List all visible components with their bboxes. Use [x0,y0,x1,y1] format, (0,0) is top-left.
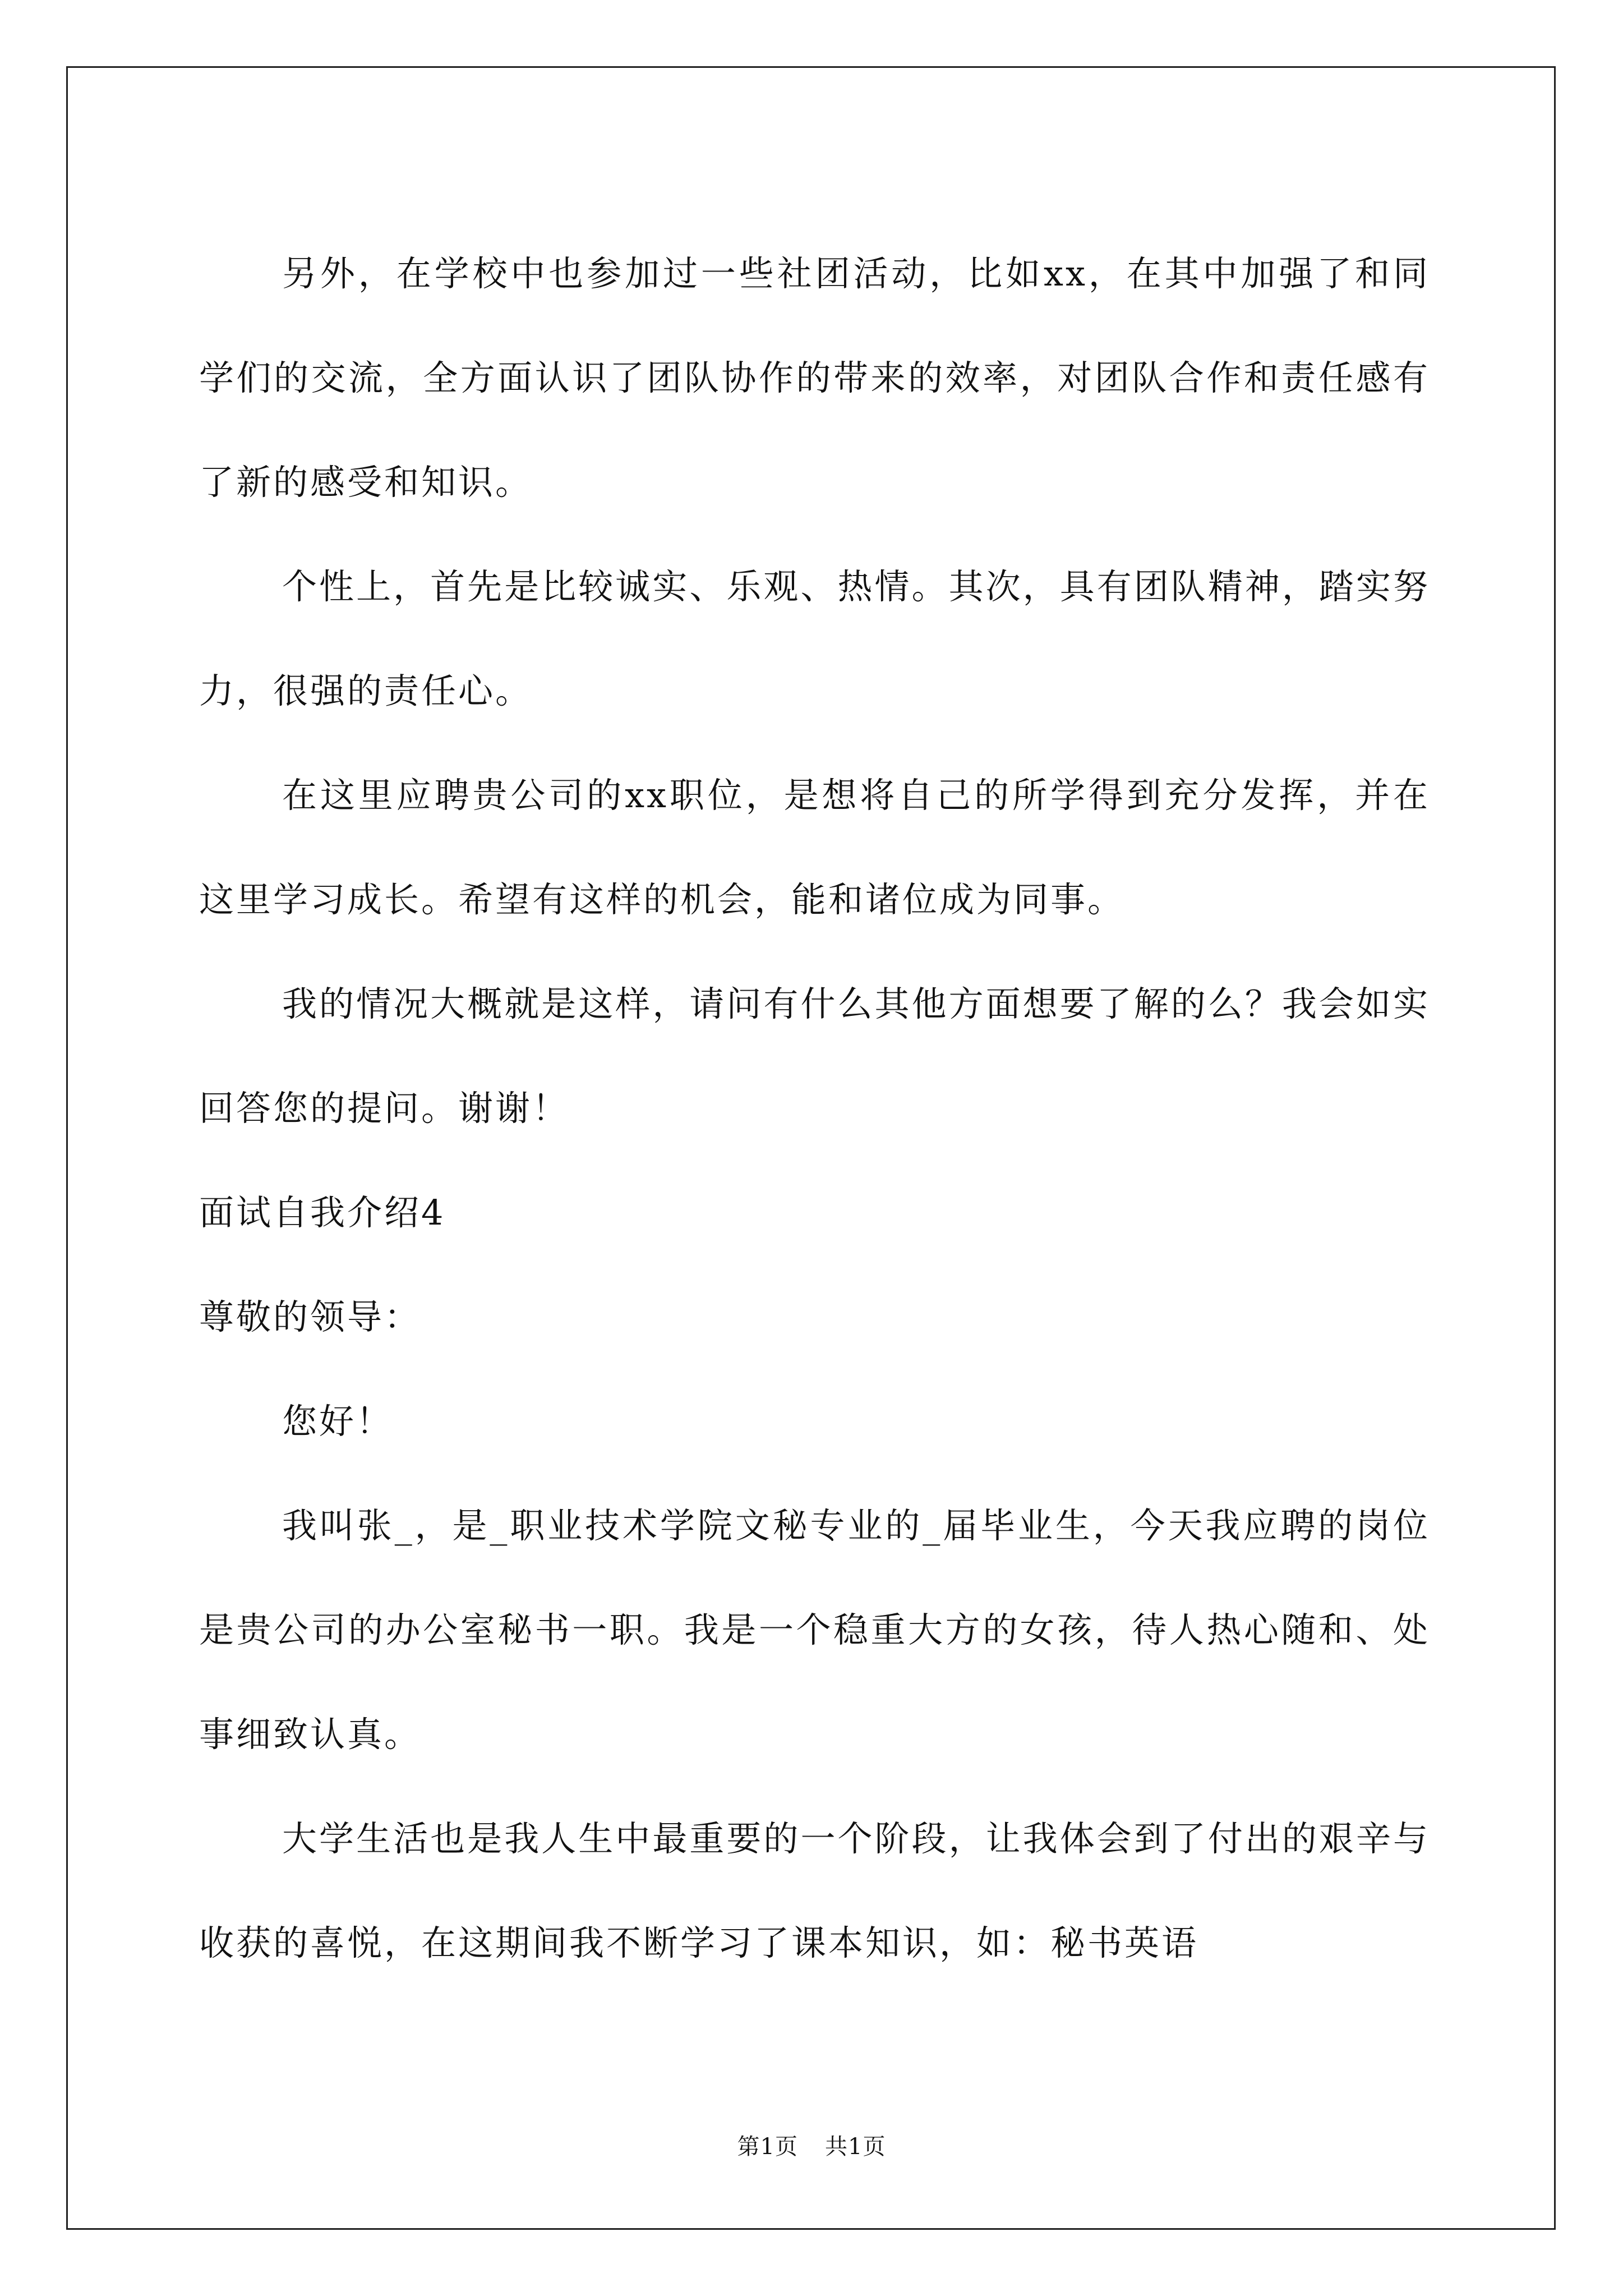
greeting: 您好！ [282,1401,394,1442]
paragraph-position: 在这里应聘贵公司的xx职位，是想将自己的所学得到充分发挥，并在这里学习成长。希望有这样的机会，能和诸位成为同事。 [199,775,1430,920]
paragraph-club-activities: 另外，在学校中也参加过一些社团活动，比如xx，在其中加强了和同学们的交流，全方面认识了团队协作的带来的效率，对团队合作和责任感有了新的感受和知识。 [199,253,1430,503]
paragraph-personality: 个性上，首先是比较诚实、乐观、热情。其次，具有团队精神，踏实努力，很强的责任心。 [199,566,1430,711]
paragraph-introduction: 我叫张_，是_职业技术学院文秘专业的_届毕业生，今天我应聘的岗位是贵公司的办公室秘书一职。我是一个稳重大方的女孩，待人热心随和、处事细致认真。 [199,1505,1430,1755]
page-footer [0,2129,1623,2161]
page-number-current: 第1页 [737,2134,798,2160]
page-number-total: 共1页 [825,2134,886,2160]
paragraph-university-life: 大学生活也是我人生中最重要的一个阶段，让我体会到了付出的艰辛与收获的喜悦，在这期间我不断学习了课本知识，如：秘书英语 [199,1818,1430,1963]
salutation: 尊敬的领导： [199,1296,422,1337]
section-heading: 面试自我介绍4 [199,1192,446,1233]
paragraph-closing: 我的情况大概就是这样，请问有什么其他方面想要了解的么？我会如实回答您的提问。谢谢！ [199,983,1430,1129]
document-body [199,222,1430,1995]
